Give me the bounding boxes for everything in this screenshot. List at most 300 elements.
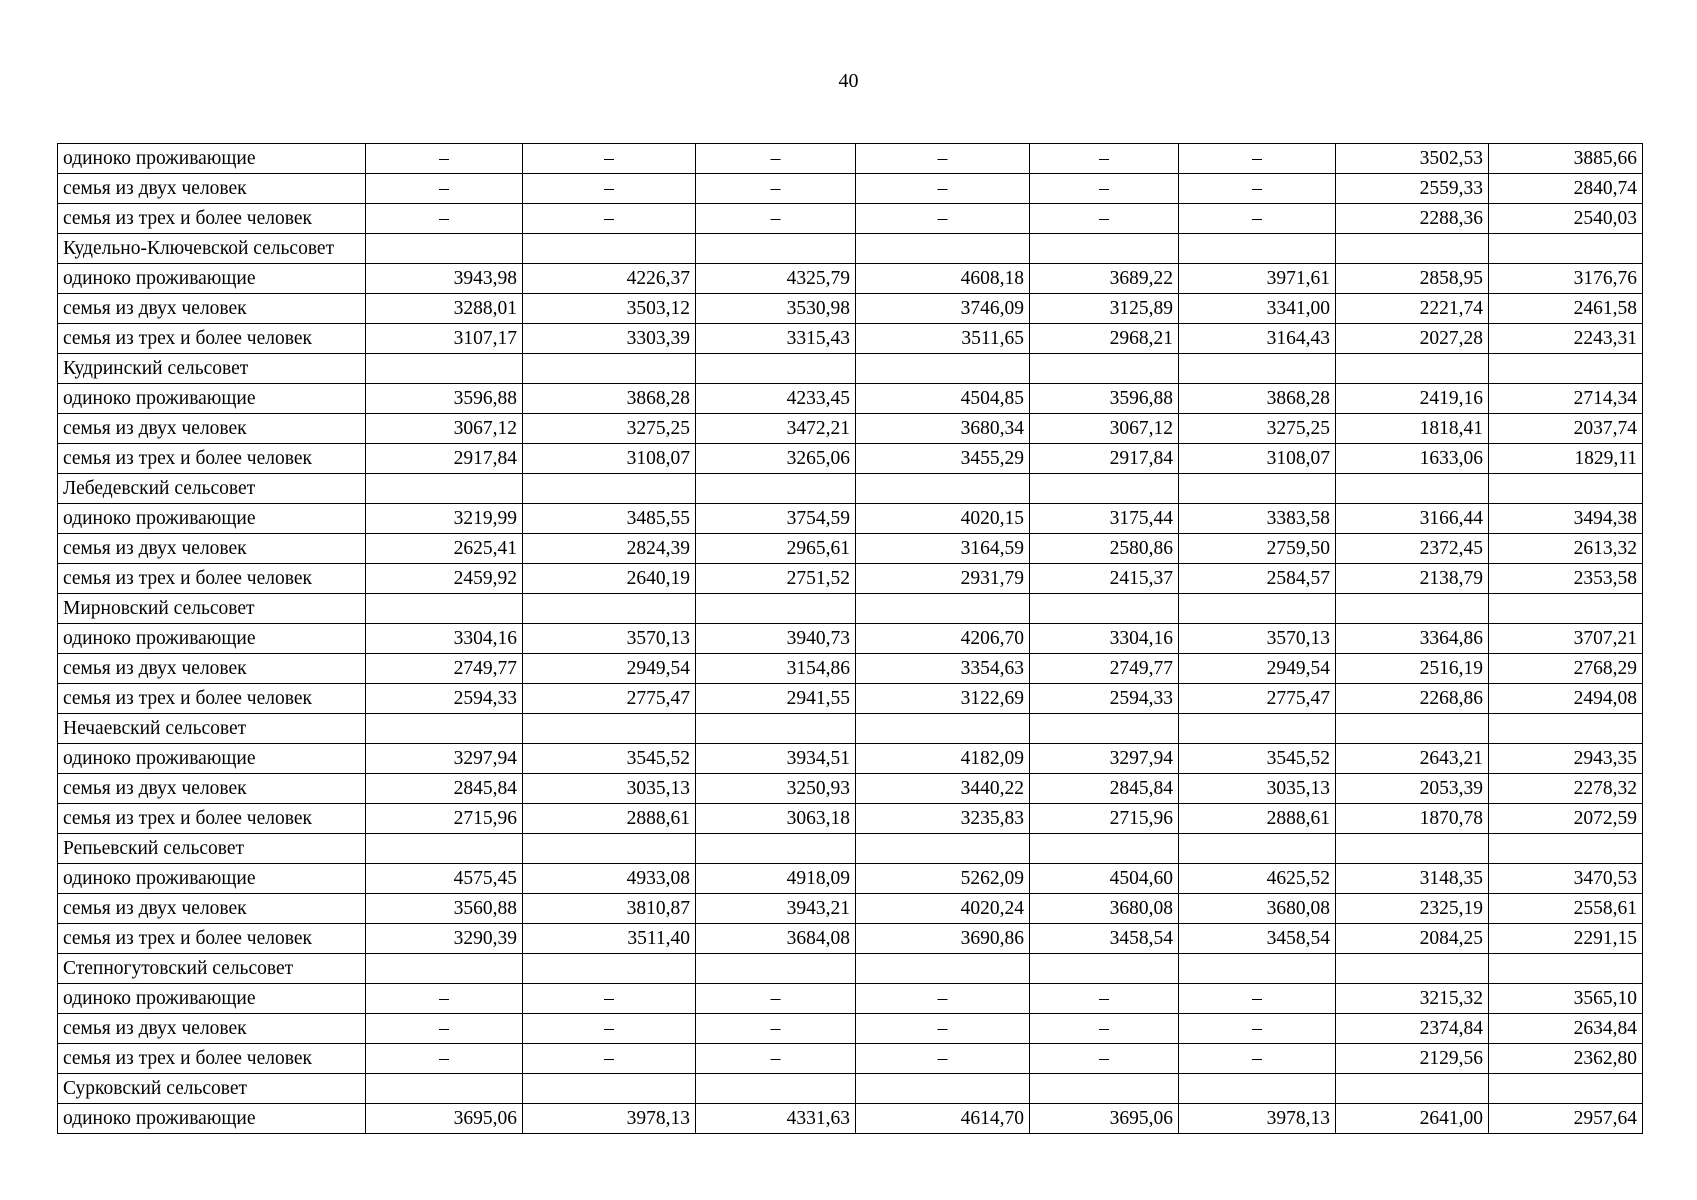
value-cell: 4233,45 [696,384,856,414]
value-cell: 3297,94 [366,744,523,774]
empty-cell [1336,354,1489,384]
empty-cell [1336,234,1489,264]
value-cell: 2580,86 [1030,534,1179,564]
value-cell: 2917,84 [1030,444,1179,474]
value-cell: 2768,29 [1489,654,1643,684]
value-cell: 2641,00 [1336,1104,1489,1134]
page-number: 40 [838,70,859,92]
value-cell: 3067,12 [1030,414,1179,444]
value-cell: 3868,28 [523,384,696,414]
value-cell: 5262,09 [856,864,1030,894]
value-cell: 2084,25 [1336,924,1489,954]
value-cell: 2931,79 [856,564,1030,594]
empty-cell [856,954,1030,984]
value-cell: 1633,06 [1336,444,1489,474]
value-cell: 2714,34 [1489,384,1643,414]
value-cell: 3354,63 [856,654,1030,684]
row-label: семья из двух человек [58,534,366,564]
dash-cell: – [523,174,696,204]
empty-cell [366,474,523,504]
dash-cell: – [1179,984,1336,1014]
empty-cell [1336,714,1489,744]
table-row [58,324,1643,354]
dash-cell: – [696,174,856,204]
empty-cell [1179,714,1336,744]
value-cell: 3530,98 [696,294,856,324]
row-label: семья из трех и более человек [58,924,366,954]
value-cell: 3565,10 [1489,984,1643,1014]
dash-cell: – [1030,144,1179,174]
value-cell: 3707,21 [1489,624,1643,654]
section-label: Кудринский сельсовет [58,354,366,384]
dash-cell: – [1030,1044,1179,1074]
value-cell: 2613,32 [1489,534,1643,564]
value-cell: 3297,94 [1030,744,1179,774]
row-label: одиноко проживающие [58,744,366,774]
value-cell: 2917,84 [366,444,523,474]
empty-cell [1030,1074,1179,1104]
empty-cell [696,954,856,984]
value-cell: 3680,08 [1179,894,1336,924]
value-cell: 2594,33 [1030,684,1179,714]
value-cell: 3502,53 [1336,144,1489,174]
value-cell: 2845,84 [366,774,523,804]
value-cell: 3690,86 [856,924,1030,954]
empty-cell [366,594,523,624]
value-cell: 3684,08 [696,924,856,954]
value-cell: 3754,59 [696,504,856,534]
empty-cell [1489,954,1643,984]
dash-cell: – [523,1044,696,1074]
value-cell: 2957,64 [1489,1104,1643,1134]
empty-cell [523,234,696,264]
empty-cell [1179,954,1336,984]
empty-cell [1489,594,1643,624]
value-cell: 4575,45 [366,864,523,894]
empty-cell [696,714,856,744]
value-cell: 2759,50 [1179,534,1336,564]
empty-cell [1030,354,1179,384]
value-cell: 4933,08 [523,864,696,894]
value-cell: 3503,12 [523,294,696,324]
empty-cell [1030,834,1179,864]
value-cell: 3511,40 [523,924,696,954]
section-label: Лебедевский сельсовет [58,474,366,504]
value-cell: 3868,28 [1179,384,1336,414]
row-label: семья из двух человек [58,294,366,324]
row-label: одиноко проживающие [58,144,366,174]
value-cell: 3383,58 [1179,504,1336,534]
dash-cell: – [366,144,523,174]
value-cell: 2965,61 [696,534,856,564]
value-cell: 3035,13 [523,774,696,804]
section-label: Репьевский сельсовет [58,834,366,864]
dash-cell: – [856,984,1030,1014]
table-row [58,654,1643,684]
table-row [58,924,1643,954]
value-cell: 3458,54 [1030,924,1179,954]
row-label: одиноко проживающие [58,264,366,294]
dash-cell: – [1030,174,1179,204]
value-cell: 2558,61 [1489,894,1643,924]
value-cell: 2943,35 [1489,744,1643,774]
dash-cell: – [856,144,1030,174]
value-cell: 3511,65 [856,324,1030,354]
dash-cell: – [366,984,523,1014]
dash-cell: – [696,1014,856,1044]
value-cell: 3063,18 [696,804,856,834]
value-cell: 3943,98 [366,264,523,294]
section-row [58,354,1643,384]
value-cell: 4331,63 [696,1104,856,1134]
row-label: семья из двух человек [58,654,366,684]
value-cell: 3940,73 [696,624,856,654]
row-label: семья из трех и более человек [58,804,366,834]
empty-cell [1336,954,1489,984]
value-cell: 2888,61 [523,804,696,834]
section-label: Кудельно-Ключевской сельсовет [58,234,366,264]
empty-cell [366,954,523,984]
value-cell: 3695,06 [1030,1104,1179,1134]
value-cell: 4206,70 [856,624,1030,654]
value-cell: 3978,13 [523,1104,696,1134]
value-cell: 3485,55 [523,504,696,534]
empty-cell [1489,714,1643,744]
value-cell: 2625,41 [366,534,523,564]
value-cell: 3290,39 [366,924,523,954]
value-cell: 3148,35 [1336,864,1489,894]
row-label: семья из двух человек [58,1014,366,1044]
empty-cell [523,714,696,744]
value-cell: 3455,29 [856,444,1030,474]
value-cell: 3341,00 [1179,294,1336,324]
value-cell: 2268,86 [1336,684,1489,714]
value-cell: 3810,87 [523,894,696,924]
value-cell: 4504,85 [856,384,1030,414]
value-cell: 4625,52 [1179,864,1336,894]
value-cell: 2278,32 [1489,774,1643,804]
value-cell: 4918,09 [696,864,856,894]
value-cell: 1870,78 [1336,804,1489,834]
empty-cell [1336,1074,1489,1104]
empty-cell [696,354,856,384]
value-cell: 4182,09 [856,744,1030,774]
value-cell: 3470,53 [1489,864,1643,894]
value-cell: 3303,39 [523,324,696,354]
dash-cell: – [366,174,523,204]
empty-cell [1179,1074,1336,1104]
empty-cell [366,354,523,384]
table-row [58,744,1643,774]
value-cell: 3304,16 [1030,624,1179,654]
value-cell: 3122,69 [856,684,1030,714]
empty-cell [523,354,696,384]
value-cell: 3154,86 [696,654,856,684]
dash-cell: – [1179,1014,1336,1044]
value-cell: 2941,55 [696,684,856,714]
section-row [58,714,1643,744]
table-row [58,564,1643,594]
dash-cell: – [366,1014,523,1044]
value-cell: 3164,43 [1179,324,1336,354]
value-cell: 2325,19 [1336,894,1489,924]
dash-cell: – [366,204,523,234]
value-cell: 3746,09 [856,294,1030,324]
empty-cell [1336,594,1489,624]
value-cell: 4325,79 [696,264,856,294]
table-body [58,144,1643,1134]
row-label: одиноко проживающие [58,1104,366,1134]
table-row [58,774,1643,804]
value-cell: 2516,19 [1336,654,1489,684]
value-cell: 2027,28 [1336,324,1489,354]
empty-cell [1179,354,1336,384]
value-cell: 3288,01 [366,294,523,324]
value-cell: 2775,47 [523,684,696,714]
row-label: семья из трех и более человек [58,444,366,474]
value-cell: 2715,96 [1030,804,1179,834]
empty-cell [696,594,856,624]
empty-cell [1179,474,1336,504]
value-cell: 3570,13 [1179,624,1336,654]
empty-cell [523,954,696,984]
empty-cell [1489,354,1643,384]
empty-cell [856,234,1030,264]
row-label: одиноко проживающие [58,624,366,654]
value-cell: 2775,47 [1179,684,1336,714]
dash-cell: – [856,1014,1030,1044]
value-cell: 3596,88 [1030,384,1179,414]
value-cell: 2037,74 [1489,414,1643,444]
empty-cell [523,594,696,624]
row-label: одиноко проживающие [58,864,366,894]
section-label: Нечаевский сельсовет [58,714,366,744]
dash-cell: – [856,1044,1030,1074]
value-cell: 2415,37 [1030,564,1179,594]
value-cell: 2138,79 [1336,564,1489,594]
value-cell: 3235,83 [856,804,1030,834]
value-cell: 2540,03 [1489,204,1643,234]
dash-cell: – [523,1014,696,1044]
value-cell: 3175,44 [1030,504,1179,534]
value-cell: 2221,74 [1336,294,1489,324]
value-cell: 2243,31 [1489,324,1643,354]
empty-cell [366,834,523,864]
table-row [58,504,1643,534]
value-cell: 3885,66 [1489,144,1643,174]
empty-cell [1489,234,1643,264]
value-cell: 3458,54 [1179,924,1336,954]
table-row [58,204,1643,234]
value-cell: 3494,38 [1489,504,1643,534]
value-cell: 3164,59 [856,534,1030,564]
empty-cell [696,834,856,864]
empty-cell [696,234,856,264]
table-row [58,984,1643,1014]
table-row [58,384,1643,414]
value-cell: 2643,21 [1336,744,1489,774]
value-cell: 3125,89 [1030,294,1179,324]
empty-cell [366,1074,523,1104]
table-row [58,864,1643,894]
table-row [58,144,1643,174]
value-cell: 4020,24 [856,894,1030,924]
value-cell: 2129,56 [1336,1044,1489,1074]
value-cell: 2749,77 [366,654,523,684]
value-cell: 2715,96 [366,804,523,834]
empty-cell [696,1074,856,1104]
dash-cell: – [696,204,856,234]
value-cell: 1818,41 [1336,414,1489,444]
value-cell: 3596,88 [366,384,523,414]
section-row [58,474,1643,504]
value-cell: 3215,32 [1336,984,1489,1014]
dash-cell: – [1179,174,1336,204]
dash-cell: – [696,1044,856,1074]
table-row [58,414,1643,444]
value-cell: 2362,80 [1489,1044,1643,1074]
section-row [58,594,1643,624]
value-cell: 4226,37 [523,264,696,294]
value-cell: 3108,07 [1179,444,1336,474]
tariff-table [57,143,1643,1134]
row-label: семья из трех и более человек [58,1044,366,1074]
value-cell: 3440,22 [856,774,1030,804]
table-row [58,894,1643,924]
empty-cell [1030,714,1179,744]
value-cell: 4614,70 [856,1104,1030,1134]
value-cell: 2559,33 [1336,174,1489,204]
empty-cell [366,714,523,744]
section-row [58,954,1643,984]
table-row [58,804,1643,834]
empty-cell [856,474,1030,504]
row-label: семья из двух человек [58,414,366,444]
value-cell: 2858,95 [1336,264,1489,294]
value-cell: 1829,11 [1489,444,1643,474]
value-cell: 3166,44 [1336,504,1489,534]
value-cell: 2968,21 [1030,324,1179,354]
section-row [58,1074,1643,1104]
dash-cell: – [523,984,696,1014]
value-cell: 3108,07 [523,444,696,474]
dash-cell: – [523,204,696,234]
section-row [58,834,1643,864]
value-cell: 3176,76 [1489,264,1643,294]
value-cell: 2949,54 [1179,654,1336,684]
section-label: Сурковский сельсовет [58,1074,366,1104]
table-row [58,174,1643,204]
value-cell: 4504,60 [1030,864,1179,894]
dash-cell: – [1030,204,1179,234]
empty-cell [523,474,696,504]
value-cell: 3250,93 [696,774,856,804]
dash-cell: – [856,204,1030,234]
value-cell: 3315,43 [696,324,856,354]
table-row [58,444,1643,474]
value-cell: 3067,12 [366,414,523,444]
value-cell: 2461,58 [1489,294,1643,324]
dash-cell: – [696,984,856,1014]
value-cell: 2749,77 [1030,654,1179,684]
dash-cell: – [696,144,856,174]
empty-cell [523,1074,696,1104]
empty-cell [856,594,1030,624]
value-cell: 4020,15 [856,504,1030,534]
empty-cell [1489,474,1643,504]
value-cell: 2594,33 [366,684,523,714]
value-cell: 3934,51 [696,744,856,774]
dash-cell: – [1179,204,1336,234]
empty-cell [1179,594,1336,624]
value-cell: 3219,99 [366,504,523,534]
row-label: одиноко проживающие [58,384,366,414]
row-label: семья из двух человек [58,774,366,804]
value-cell: 3364,86 [1336,624,1489,654]
value-cell: 3695,06 [366,1104,523,1134]
empty-cell [696,474,856,504]
value-cell: 2291,15 [1489,924,1643,954]
value-cell: 2640,19 [523,564,696,594]
value-cell: 2824,39 [523,534,696,564]
value-cell: 2419,16 [1336,384,1489,414]
value-cell: 2353,58 [1489,564,1643,594]
table-row [58,1104,1643,1134]
value-cell: 2634,84 [1489,1014,1643,1044]
value-cell: 2751,52 [696,564,856,594]
section-label: Мирновский сельсовет [58,594,366,624]
value-cell: 3689,22 [1030,264,1179,294]
table-row [58,1014,1643,1044]
dash-cell: – [366,1044,523,1074]
value-cell: 2888,61 [1179,804,1336,834]
value-cell: 4608,18 [856,264,1030,294]
row-label: одиноко проживающие [58,984,366,1014]
empty-cell [1489,834,1643,864]
value-cell: 3545,52 [523,744,696,774]
value-cell: 2840,74 [1489,174,1643,204]
table-row [58,534,1643,564]
dash-cell: – [1179,144,1336,174]
empty-cell [1030,594,1179,624]
value-cell: 3275,25 [1179,414,1336,444]
row-label: семья из двух человек [58,174,366,204]
empty-cell [1336,834,1489,864]
empty-cell [1179,234,1336,264]
row-label: семья из трех и более человек [58,204,366,234]
value-cell: 3680,08 [1030,894,1179,924]
value-cell: 3107,17 [366,324,523,354]
dash-cell: – [856,174,1030,204]
empty-cell [1336,474,1489,504]
empty-cell [1030,474,1179,504]
empty-cell [1030,954,1179,984]
dash-cell: – [1179,1044,1336,1074]
table-row [58,684,1643,714]
row-label: семья из трех и более человек [58,324,366,354]
value-cell: 3265,06 [696,444,856,474]
empty-cell [856,1074,1030,1104]
value-cell: 3472,21 [696,414,856,444]
value-cell: 3680,34 [856,414,1030,444]
section-label: Степногутовский сельсовет [58,954,366,984]
value-cell: 3943,21 [696,894,856,924]
table-row [58,264,1643,294]
value-cell: 2288,36 [1336,204,1489,234]
row-label: семья из трех и более человек [58,564,366,594]
empty-cell [523,834,696,864]
value-cell: 2372,45 [1336,534,1489,564]
